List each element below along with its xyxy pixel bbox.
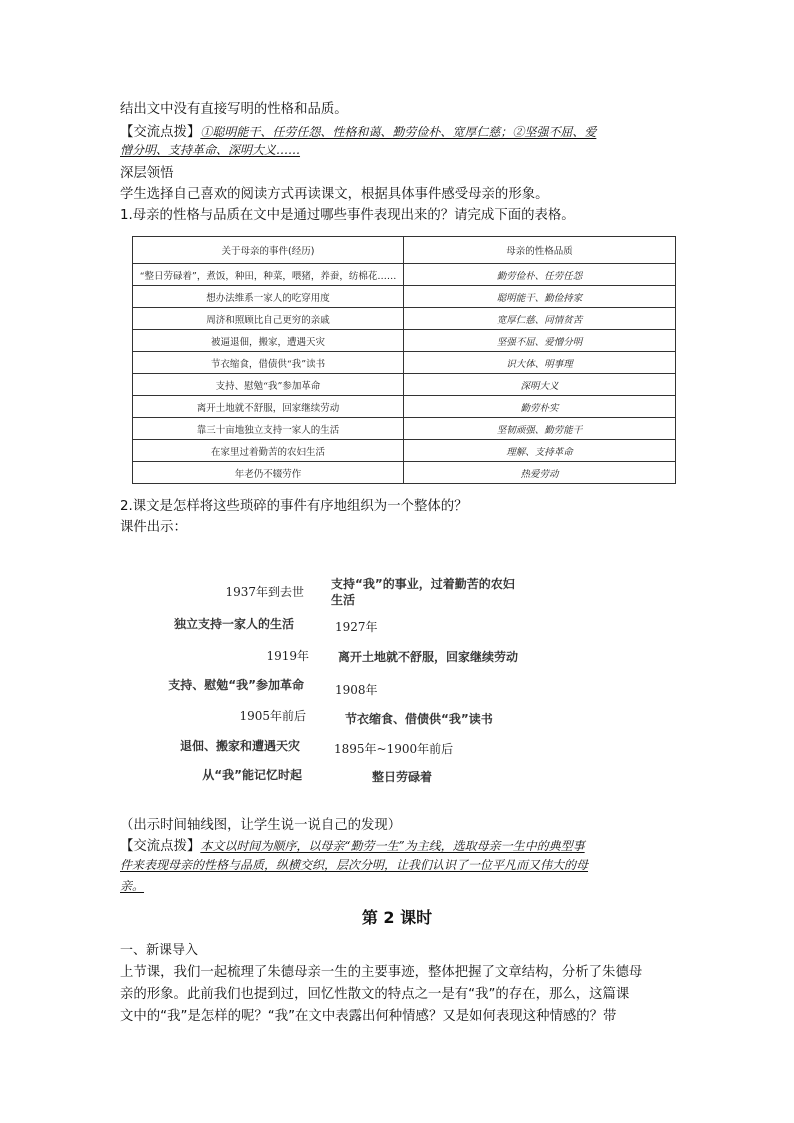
- tip-text: 本文以时间为顺序，以母亲“勤劳一生”为主线，选取母亲一生中的典型事: [200, 839, 585, 853]
- table-cell: 靠三十亩地独立支持一家人的生活: [133, 418, 404, 440]
- table-header: 母亲的性格品质: [404, 237, 676, 264]
- table-row: [133, 286, 676, 308]
- tip-label: 【交流点拨】: [120, 125, 201, 140]
- table-cell: 支持、慰勉“我”参加革命: [133, 374, 404, 396]
- events-table: [132, 236, 676, 484]
- table-row: [133, 462, 676, 484]
- timeline-label: 从“我”能记忆时起: [202, 768, 302, 782]
- intro-line: 结出文中没有直接写明的性格和品质。: [120, 102, 348, 117]
- table-cell: 想办法维系一家人的吃穿用度: [133, 286, 404, 308]
- table-cell: 勤劳朴实: [404, 396, 676, 418]
- table-cell: 识大体、明事理: [404, 352, 676, 374]
- table-row: [133, 396, 676, 418]
- timeline-label: 节衣缩食、借债供“我”读书: [345, 712, 493, 726]
- table-cell: 聪明能干、勤俭持家: [404, 286, 676, 308]
- tip-block-1: [120, 121, 596, 140]
- table-row: [133, 352, 676, 374]
- timeline-label: 支持、慰勉“我”参加革命: [168, 678, 304, 692]
- table-cell: 坚强不屈、爱憎分明: [404, 330, 676, 352]
- tip-label: 【交流点拨】: [120, 839, 201, 854]
- table-header: 关于母亲的事件(经历): [133, 237, 404, 264]
- table-header-row: [133, 237, 676, 264]
- timeline-label: 退佃、搬家和遭遇天灾: [179, 739, 300, 753]
- paragraph-line: 文中的“我”是怎样的呢？“我”在文中表露出何种情感？又是如何表现这种情感的？带: [120, 1009, 617, 1024]
- timeline-label: 1905年前后: [239, 709, 306, 723]
- timeline-label: 1937年到去世: [225, 585, 304, 599]
- table-row: [133, 330, 676, 352]
- courseware-label: 课件出示：: [120, 520, 187, 535]
- table-cell: 周济和照顾比自己更穷的亲戚: [133, 308, 404, 330]
- table-cell: 在家里过着勤苦的农妇生活: [133, 440, 404, 462]
- timeline-label: 1908年: [335, 683, 378, 697]
- table-cell: 理解、支持革命: [404, 440, 676, 462]
- tip-text: 件来表现母亲的性格与品质，纵横交织，层次分明，让我们认识了一位平凡而又伟大的母: [120, 858, 589, 872]
- tip-block-1-cont: [120, 141, 300, 158]
- table-cell: 坚韧顽强、勤劳能干: [404, 418, 676, 440]
- timeline-label: 离开土地就不舒服，回家继续劳动: [338, 650, 519, 664]
- note-text: （出示时间轴线图，让学生说一说自己的发现）: [120, 818, 402, 833]
- tip-text: 亲。: [120, 879, 145, 893]
- table-cell: “整日劳碌着”，煮饭，种田，种菜，喂猪，养蚕，纺棉花……: [133, 264, 404, 286]
- table-row: [133, 440, 676, 462]
- tip-text: 憎分明、支持革命、深明大义……: [120, 143, 301, 157]
- timeline-label: 支持“我”的事业，过着勤苦的农妇: [331, 577, 515, 591]
- table-row: [133, 374, 676, 396]
- tip-block-2-cont: [120, 856, 588, 873]
- table-cell: 宽厚仁慈、同情贫苦: [404, 308, 676, 330]
- question-1: 1.母亲的性格与品质在文中是通过哪些事件表现出来的？请完成下面的表格。: [120, 208, 575, 223]
- tip-text: ①聪明能干、任劳任怨、性格和蔼、勤劳俭朴、宽厚仁慈；②坚强不屈、爱: [200, 125, 597, 139]
- lesson-title: 第 2 课时: [361, 908, 433, 927]
- section-heading: 一、新课导入: [120, 943, 199, 958]
- timeline-label: 生活: [331, 593, 356, 607]
- timeline-label: 1895年~1900年前后: [334, 742, 454, 756]
- question-2: 2.课文是怎样将这些琐碎的事件有序地组织为一个整体的？: [120, 499, 468, 514]
- paragraph-line: 上节课，我们一起梳理了朱德母亲一生的主要事迹，整体把握了文章结构，分析了朱德母: [120, 965, 643, 980]
- timeline-label: 1927年: [335, 620, 378, 634]
- table-cell: 年老仍不辍劳作: [133, 462, 404, 484]
- section-heading: 深层领悟: [120, 166, 174, 181]
- table-row: [133, 308, 676, 330]
- timeline-label: 1919年: [266, 649, 309, 663]
- timeline-label: 整日劳碌着: [372, 770, 433, 784]
- tip-block-2-end: [120, 877, 144, 894]
- table-cell: 离开土地就不舒服，回家继续劳动: [133, 396, 404, 418]
- table-cell: 深明大义: [404, 374, 676, 396]
- table-cell: 节衣缩食，借债供“我”读书: [133, 352, 404, 374]
- tip-block-2: [120, 835, 585, 854]
- timeline-label: 独立支持一家人的生活: [173, 617, 294, 631]
- table-cell: 热爱劳动: [404, 462, 676, 484]
- paragraph-line: 亲的形象。此前我们也提到过，回忆性散文的特点之一是有“我”的存在，那么，这篇课: [120, 987, 630, 1002]
- table-row: [133, 418, 676, 440]
- table-cell: 勤劳俭朴、任劳任怨: [404, 264, 676, 286]
- table-row: [133, 264, 676, 286]
- instruction-text: 学生选择自己喜欢的阅读方式再读课文，根据具体事件感受母亲的形象。: [120, 187, 549, 202]
- table-cell: 被逼退佃，搬家，遭遇天灾: [133, 330, 404, 352]
